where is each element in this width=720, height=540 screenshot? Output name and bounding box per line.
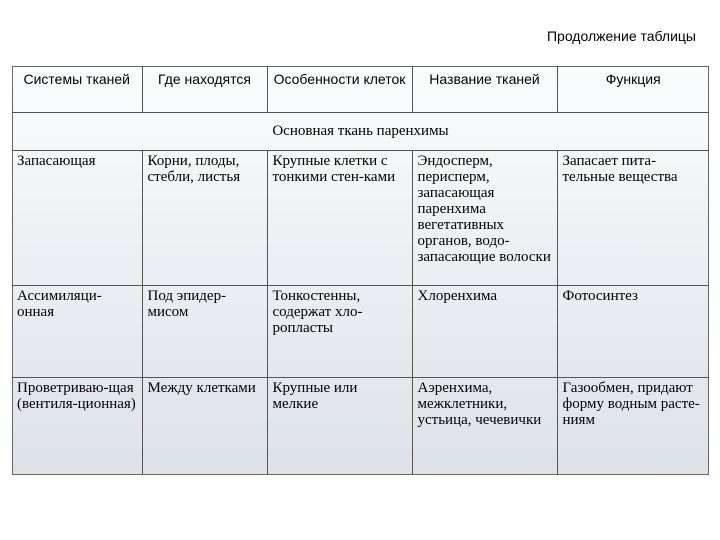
tissue-table <box>12 66 709 475</box>
table-cell: Корни, плоды, стебли, листья <box>142 150 267 285</box>
table-cell: Запасает пита-тельные вещества <box>557 150 709 285</box>
header-cell: Название тканей <box>412 66 557 112</box>
table-cell: Между клетками <box>142 377 267 475</box>
table-cell: Газообмен, придают форму водным расте-ниям <box>557 377 709 475</box>
header-cell: Где находятся <box>142 66 267 112</box>
table-cell: Тонкостенны, содержат хло-ропласты <box>267 285 412 377</box>
table-row <box>12 377 709 475</box>
table-cell: Крупные или мелкие <box>267 377 412 475</box>
continuation-label: Продолжение таблицы <box>546 28 696 44</box>
table-row <box>12 285 709 377</box>
section-title: Основная ткань паренхимы <box>12 112 709 150</box>
header-cell: Системы тканей <box>12 66 142 112</box>
table-row <box>12 150 709 285</box>
section-row <box>12 112 709 150</box>
header-cell: Функция <box>557 66 709 112</box>
table-cell: Запасающая <box>12 150 142 285</box>
table-cell: Хлоренхима <box>412 285 557 377</box>
header-cell: Особенности клеток <box>267 66 412 112</box>
table-cell: Фотосинтез <box>557 285 709 377</box>
table-cell: Ассимиляци-онная <box>12 285 142 377</box>
header-row <box>12 66 709 112</box>
table-cell: Эндосперм, перисперм, запасающая паренхима вегетативных органов, водо-запасающие волоски <box>412 150 557 285</box>
table-cell: Под эпидер-мисом <box>142 285 267 377</box>
table-cell: Крупные клетки с тонкими стен-ками <box>267 150 412 285</box>
table-cell: Проветриваю-щая (вентиля-ционная) <box>12 377 142 475</box>
table-cell: Аэренхима, межклетники, устьица, чечевички <box>412 377 557 475</box>
